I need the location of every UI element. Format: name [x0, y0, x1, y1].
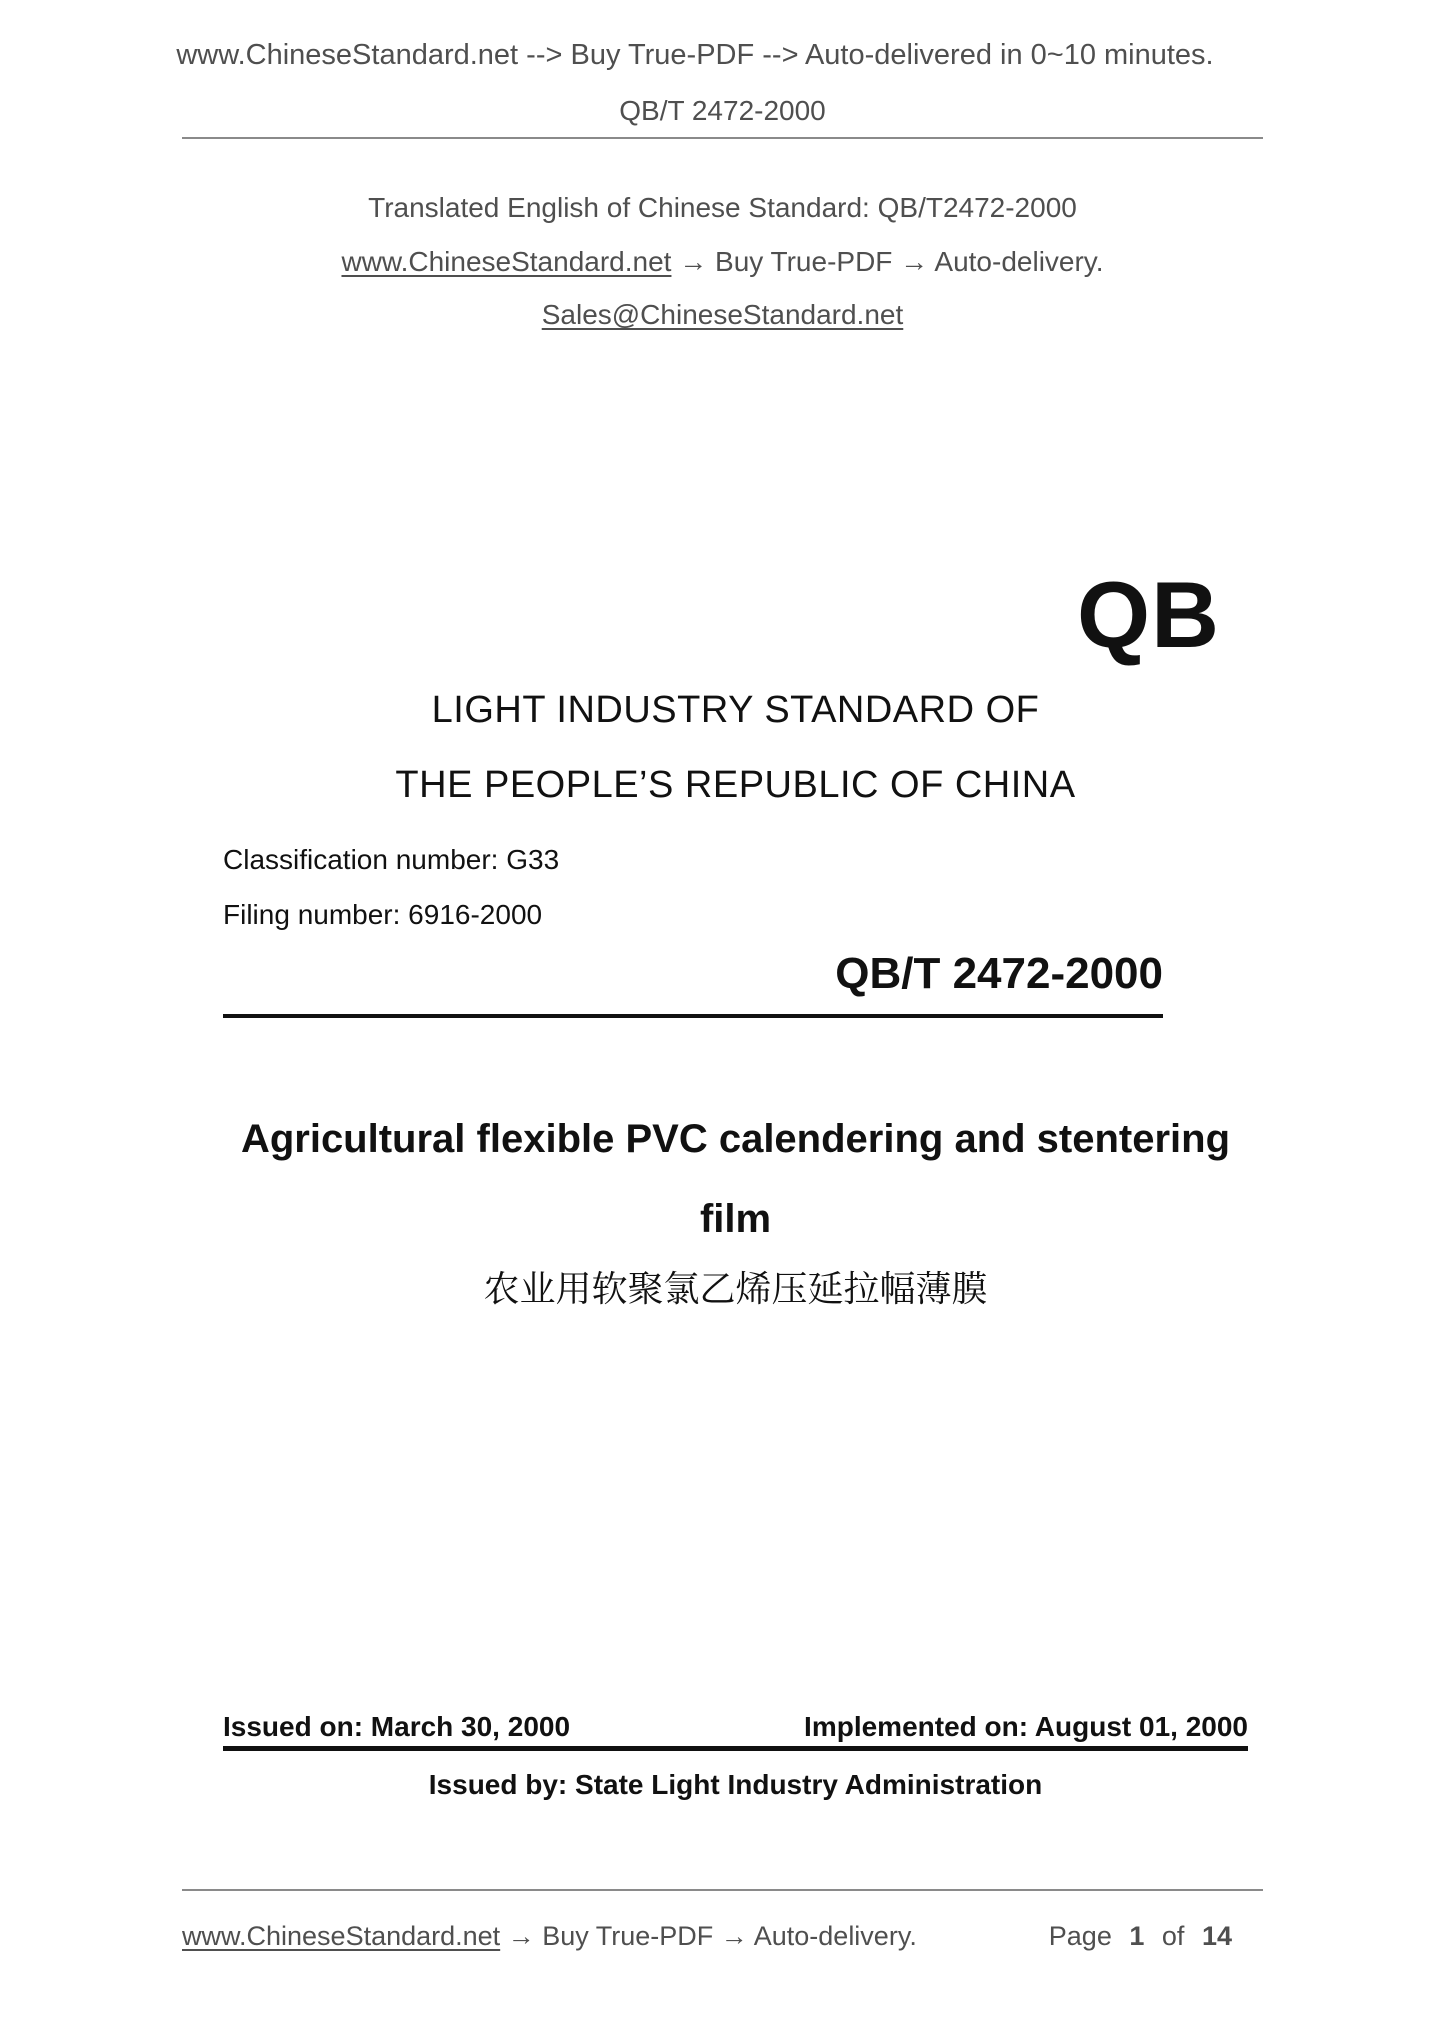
header-divider — [182, 137, 1263, 139]
title-english-line1: Agricultural flexible PVC calendering and stentering — [240, 1117, 1231, 1161]
issued-by: Issued by: State Light Industry Administration — [428, 1769, 1043, 1800]
store-link[interactable]: www.ChineseStandard.net — [341, 246, 672, 277]
issue-dates-row — [223, 1710, 1248, 1743]
page-indicator — [1049, 1921, 1232, 1953]
implemented-on-date: Implemented on: August 01, 2000 — [804, 1711, 1248, 1742]
header-doc-code: QB/T 2472-2000 — [619, 95, 826, 126]
org-line-2: THE PEOPLE’S REPUBLIC OF CHINA — [395, 764, 1076, 806]
sales-email-link[interactable]: Sales@ChineseStandard.net — [541, 299, 904, 330]
title-chinese: 农业用软聚氯乙烯压延拉幅薄膜 — [483, 1269, 988, 1309]
page-number: 1 — [1129, 1921, 1145, 1951]
classification-number: Classification number: G33 — [223, 844, 560, 875]
page-total: 14 — [1201, 1921, 1232, 1951]
issued-on-date: Issued on: March 30, 2000 — [223, 1711, 571, 1742]
footer-divider — [182, 1889, 1263, 1891]
code-underline-rule — [223, 1014, 1163, 1018]
page-of-label: of — [1161, 1921, 1185, 1951]
translated-line: Translated English of Chinese Standard: QB/T2472-2000 — [368, 192, 1077, 223]
issue-divider-rule — [223, 1746, 1248, 1751]
filing-number: Filing number: 6916-2000 — [223, 899, 543, 930]
email-line — [0, 298, 1445, 331]
footer-buy-rest: → Buy True-PDF → Auto-delivery. — [500, 1921, 917, 1951]
header-note: www.ChineseStandard.net --> Buy True-PDF --> Auto-delivered in 0~10 minutes. — [176, 39, 1214, 71]
footer-row — [182, 1921, 1232, 1953]
standard-code-heading: QB/T 2472-2000 — [835, 949, 1163, 998]
footer-store-link[interactable]: www.ChineseStandard.net — [182, 1921, 501, 1951]
org-line-1: LIGHT INDUSTRY STANDARD OF — [431, 689, 1040, 731]
standard-logo: QB — [1077, 562, 1220, 667]
footer-buy-line — [182, 1921, 917, 1953]
title-english-line2: film — [699, 1197, 772, 1241]
buy-line-rest: → Buy True-PDF → Auto-delivery. — [671, 246, 1104, 277]
page-label: Page — [1048, 1921, 1112, 1951]
buy-line — [0, 245, 1445, 278]
